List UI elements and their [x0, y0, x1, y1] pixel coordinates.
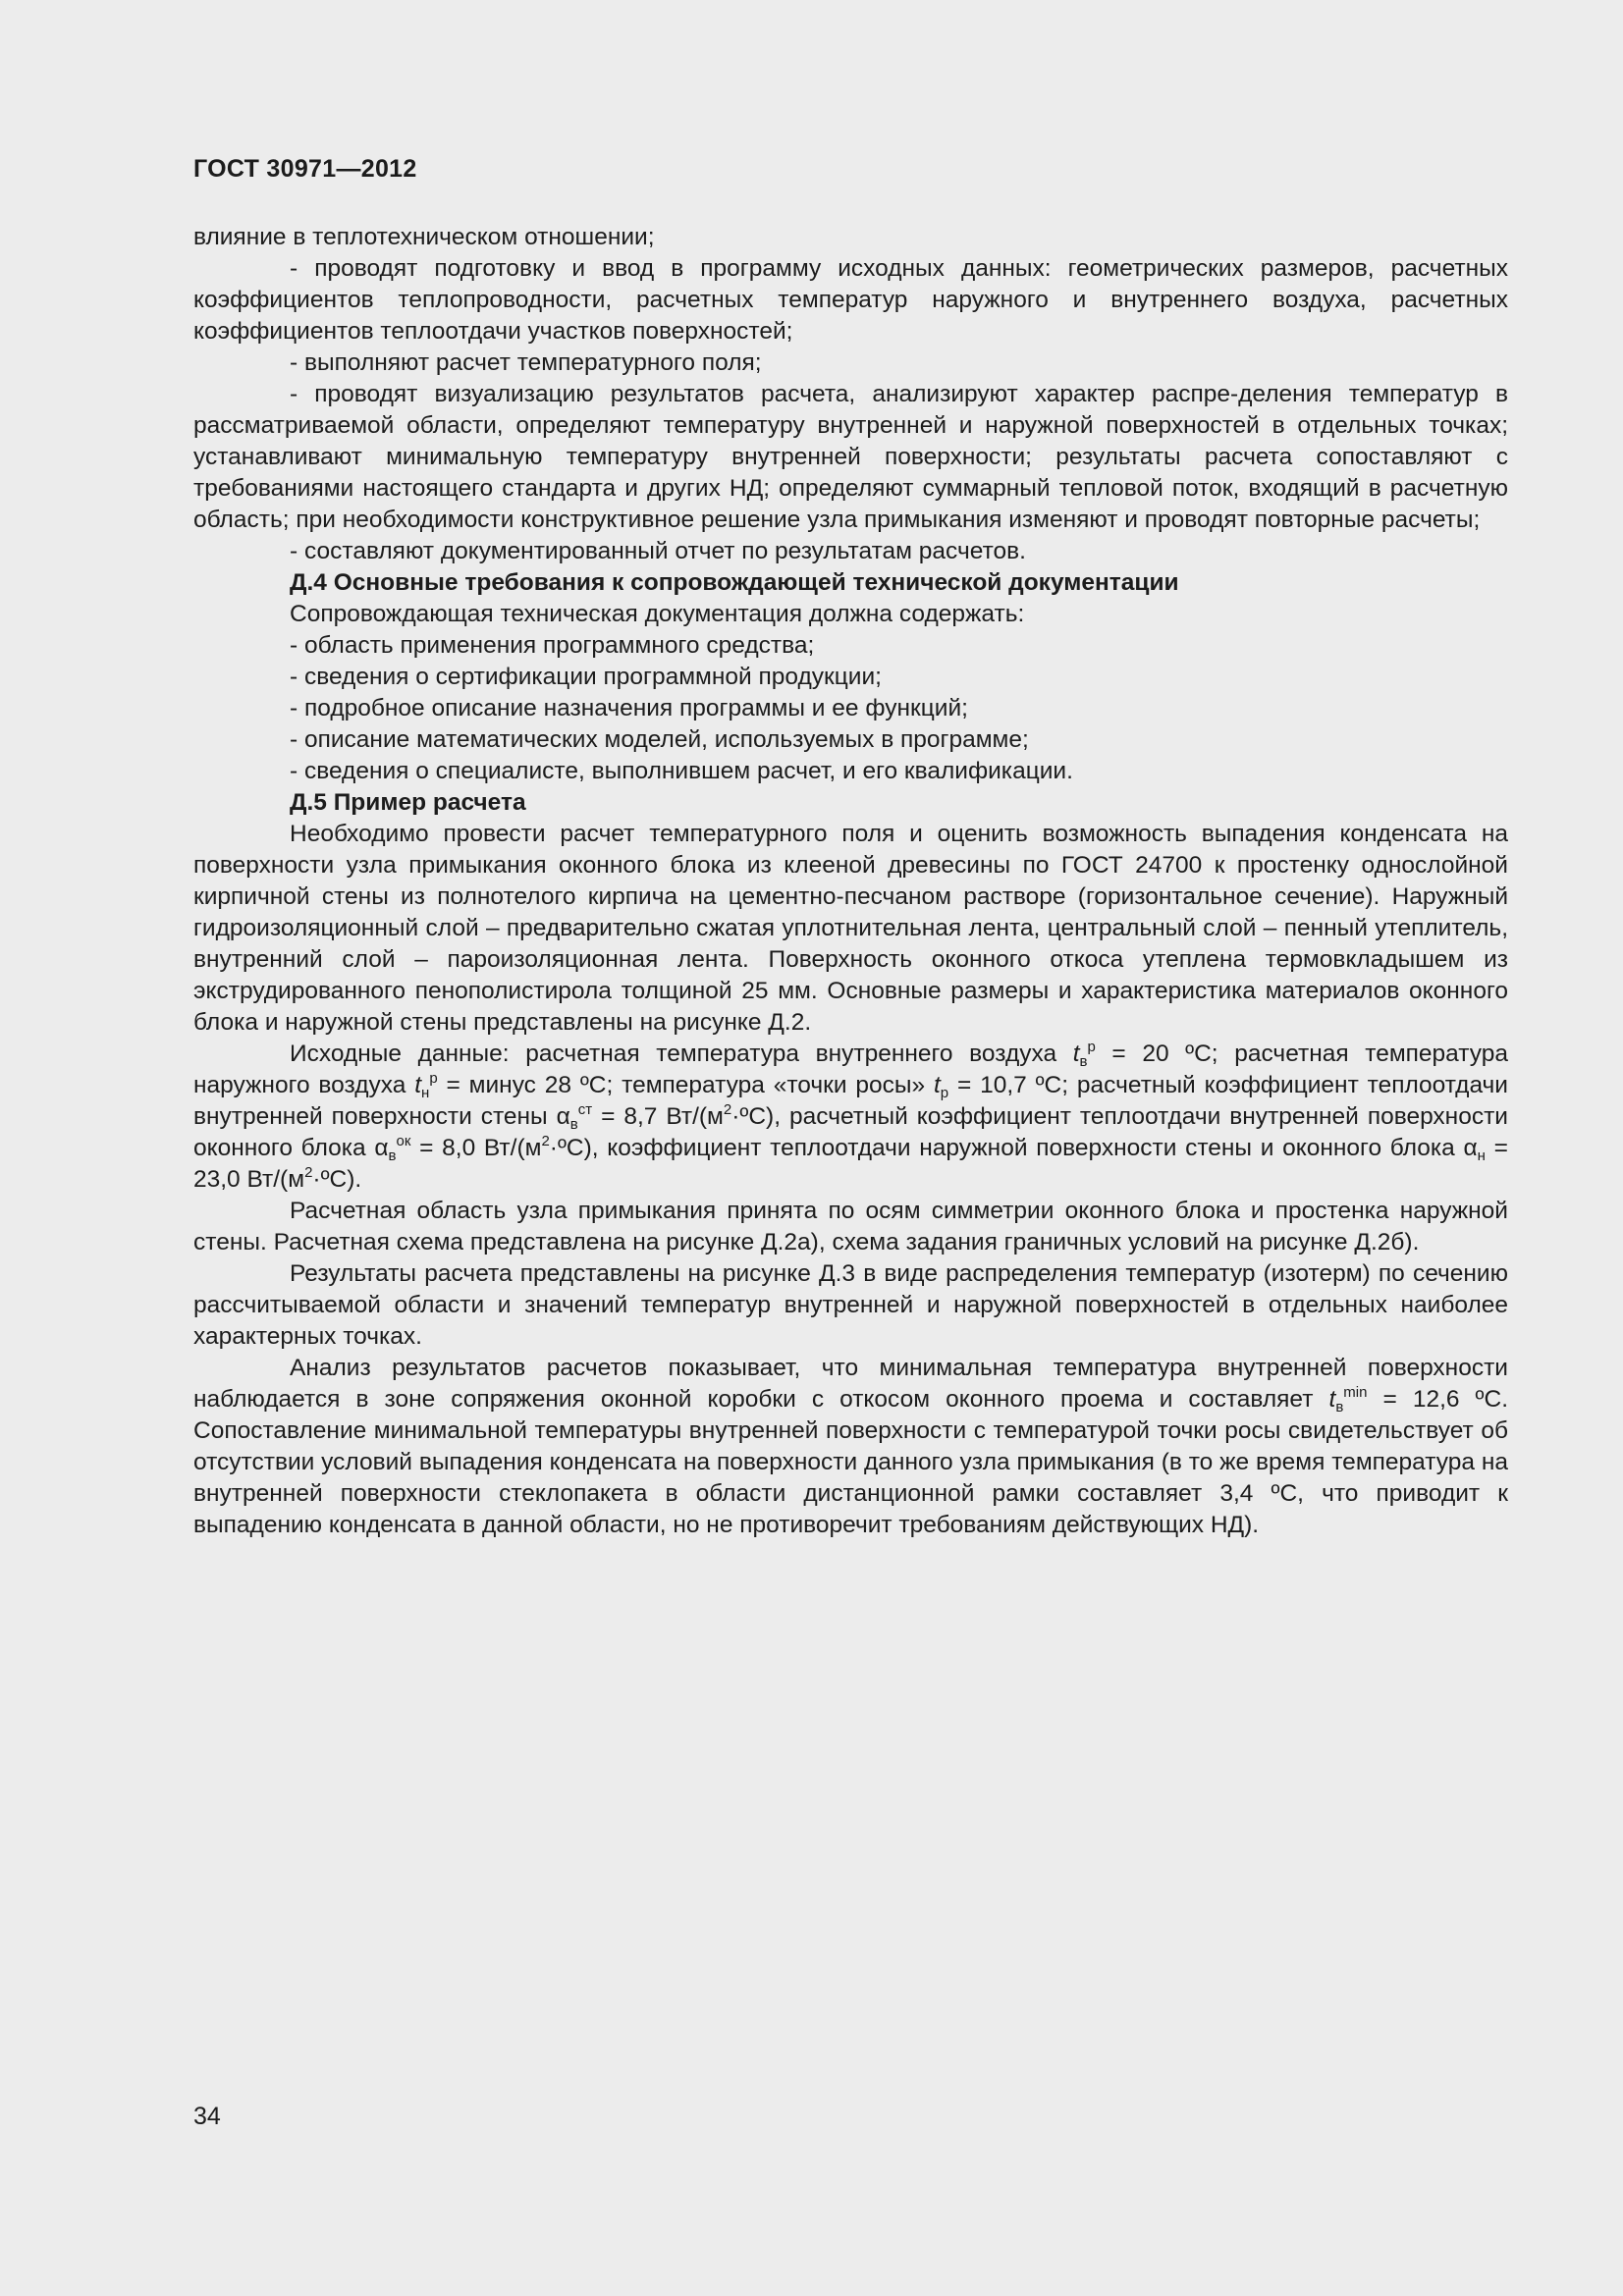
- list-item: - сведения о специалисте, выполнившем расчет, и его квалификации.: [290, 758, 1073, 784]
- section-heading-d4: Д.4 Основные требования к сопровождающей технической документации: [290, 569, 1179, 596]
- list-item: - проводят подготовку и ввод в программу исходных данных: геометрических размеров, расчетных коэффициентов теплопроводности, расчетных температур наружного и внутреннего воздуха, расчетных коэффициентов теплоотдачи участков поверхностей;: [193, 255, 1508, 345]
- list-item: - подробное описание назначения программы и ее функций;: [290, 695, 968, 721]
- list-item: - описание математических моделей, используемых в программе;: [290, 726, 1029, 753]
- list-item: - проводят визуализацию результатов расчета, анализируют характер распре-деления температур в рассматриваемой области, определяют температуру внутренней и наружной поверхностей в отдельных точках; устанавливают минимальную температуру внутренней поверхности; результаты расчета сопоставляют с требованиями настоящего стандарта и других НД; определяют суммарный тепловой поток, входящий в расчетную область; при необходимости конструктивное решение узла примыкания изменяют и проводят повторные расчеты;: [193, 381, 1508, 533]
- section-heading-d5: Д.5 Пример расчета: [290, 789, 526, 816]
- initial-data-paragraph: Исходные данные: расчетная температура внутреннего воздуха $t_в^р = 20$ ºС; расчетная температура наружного воздуха $t_н^р$ = минус 28 ºС; температура «точки росы» $t_р = 10,7$ ºС; расчетный коэффициент теплоотдачи внутренней поверхности стены $\alpha_в^{ст} = 8,7$ $Вт/(м^2\cdot ºС)$, расчетный коэффициент теплоотдачи внутренней поверхности оконного блока $\alpha_в^{ок} = 8,0$ $Вт/(м^2\cdot ºС)$, коэффициент теплоотдачи наружной поверхности стены и оконного блока $\alpha_н = 23,0$ $Вт/(м^2\cdot ºС)$.: [193, 1039, 1508, 1193]
- continued-paragraph: влияние в теплотехническом отношении;: [193, 224, 655, 250]
- document-body: [193, 222, 1508, 1541]
- page-number: 34: [193, 2103, 221, 2130]
- list-item: - сведения о сертификации программной продукции;: [290, 664, 882, 690]
- list-item: - выполняют расчет температурного поля;: [290, 349, 762, 376]
- list-item: - область применения программного средства;: [290, 632, 815, 659]
- section-d4-intro: Сопровождающая техническая документация должна содержать:: [290, 601, 1025, 627]
- results-paragraph: Результаты расчета представлены на рисунке Д.3 в виде распределения температур (изотерм) по сечению рассчитываемой области и значений температур внутренней и наружной поверхностей в отдельных наиболее характерных точках.: [193, 1260, 1508, 1350]
- analysis-paragraph: Анализ результатов расчетов показывает, что минимальная температура внутренней поверхности наблюдается в зоне сопряжения оконной коробки с откосом оконного проема и составляет $t_в^{min} = 12,6$ ºС. Сопоставление минимальной температуры внутренней поверхности с температурой точки росы свидетельствует об отсутствии условий выпадения конденсата на поверхности данного узла примыкания (в то же время температура на внутренней поверхности стеклопакета в области дистанционной рамки составляет 3,4 ºС, что приводит к выпадению конденсата в данной области, но не противоречит требованиям действующих НД).: [193, 1355, 1508, 1538]
- list-item: - составляют документированный отчет по результатам расчетов.: [290, 538, 1026, 564]
- calc-area-paragraph: Расчетная область узла примыкания принята по осям симметрии оконного блока и простенка наружной стены. Расчетная схема представлена на рисунке Д.2а), схема задания граничных условий на рисунке Д.2б).: [193, 1198, 1508, 1255]
- document-header: ГОСТ 30971—2012: [193, 155, 417, 183]
- example-paragraph: Необходимо провести расчет температурного поля и оценить возможность выпадения конденсата на поверхности узла примыкания оконного блока из клееной древесины по ГОСТ 24700 к простенку однослойной кирпичной стены из полнотелого кирпича на цементно-песчаном растворе (горизонтальное сечение). Наружный гидроизоляционный слой – предварительно сжатая уплотнительная лента, центральный слой – пенный утеплитель, внутренний слой – пароизоляционная лента. Поверхность оконного откоса утеплена термовкладышем из экструдированного пенополистирола толщиной 25 мм. Основные размеры и характеристика материалов оконного блока и наружной стены представлены на рисунке Д.2.: [193, 821, 1508, 1036]
